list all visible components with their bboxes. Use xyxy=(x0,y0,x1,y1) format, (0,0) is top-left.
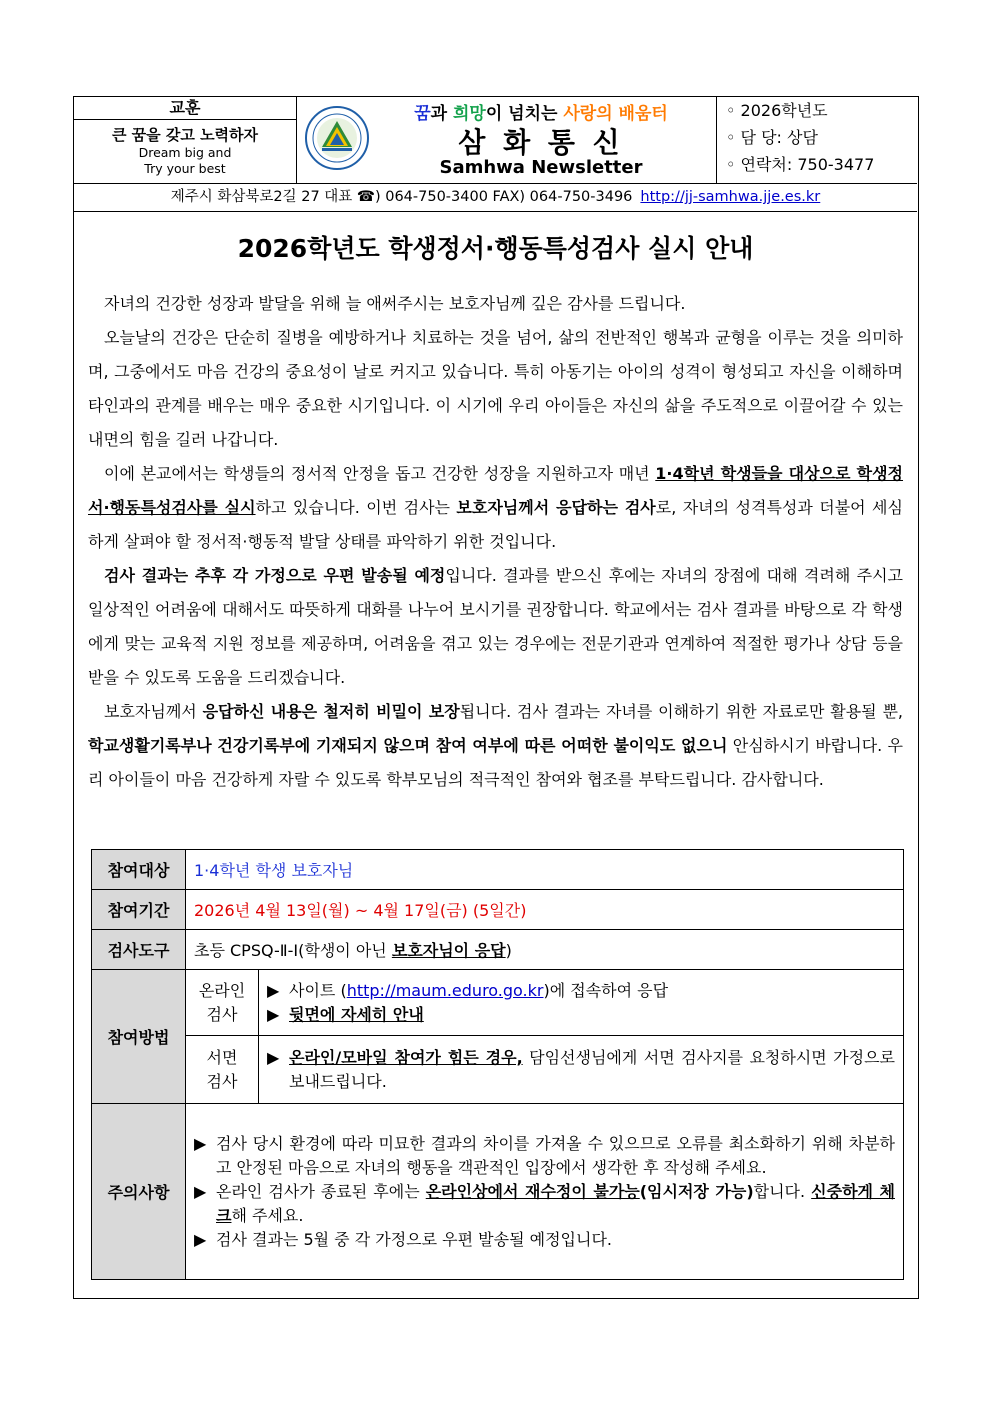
paragraph: 오늘날의 건강은 단순히 질병을 예방하거나 치료하는 것을 넘어, 삶의 전반적인 행복과 균형을 이루는 것을 의미하며, 그중에서도 마음 건강의 중요성이 날로 커지고 있습니다. 특히 아동기는 아이의 성격이 형성되고 자신을 이해하며 타인과의 관계를 배우는 매우 중요한 시기입니다. 이 시기에 우리 아이들은 자신의 삶을 주도적으로 이끌어갈 수 있는 내면의 힘을 길러 나갑니다. xyxy=(88,328,903,449)
address-bar xyxy=(74,183,917,212)
text-run: 해 주세요. xyxy=(231,1205,304,1225)
label-line: 서면 xyxy=(206,1047,238,1067)
text-run: 사이트 ( xyxy=(289,980,347,1000)
slogan-part: 사랑의 배움터 xyxy=(563,104,668,124)
school-motto xyxy=(74,97,297,183)
motto-korean: 큰 꿈을 갖고 노력하자 xyxy=(111,126,259,144)
motto-english-1: Dream big and xyxy=(138,145,232,160)
slogan-part: 과 xyxy=(430,104,453,124)
bullet-icon: ▶ xyxy=(194,1229,207,1249)
school-logo-icon xyxy=(304,105,370,171)
list-item xyxy=(194,1132,895,1180)
list-item xyxy=(267,979,895,1003)
emphasis: 온라인상에서 재수정이 불가능 xyxy=(425,1181,640,1201)
bullet-icon: ▶ xyxy=(267,980,280,1000)
tool-value xyxy=(186,930,904,970)
table-row xyxy=(92,1104,904,1280)
newsletter-frame xyxy=(73,96,919,1299)
table-row xyxy=(92,930,904,970)
text-run: 됩니다. 검사 결과는 자녀를 이해하기 위한 자료로만 활용될 뿐, xyxy=(459,702,903,721)
label-line: 검사 xyxy=(206,1004,238,1024)
paragraph xyxy=(88,457,903,559)
bullet-icon: ▶ xyxy=(194,1181,207,1201)
bullet-icon: ▶ xyxy=(267,1047,280,1067)
emphasis: 1·4학년 학생들을 대상으로 학생정서·행동특성검사를 실시 xyxy=(88,464,904,517)
survey-info-table xyxy=(91,849,904,1280)
paragraph: 자녀의 건강한 성장과 발달을 위해 늘 애써주시는 보호자님께 깊은 감사를 드립니다. xyxy=(104,294,686,313)
tool-label: 검사도구 xyxy=(92,930,186,970)
motto-title: 교훈 xyxy=(74,97,296,120)
newsletter-info xyxy=(724,97,914,178)
school-website-link[interactable]: http://jj-samhwa.jje.es.kr xyxy=(640,189,821,205)
text-run: 이에 본교에서는 학생들의 정서적 안정을 돕고 건강한 성장을 지원하고자 매년 xyxy=(104,464,656,483)
slogan-part: 희망 xyxy=(452,104,486,124)
list-item xyxy=(194,1180,895,1228)
online-method xyxy=(259,970,904,1036)
emphasis: 뒷면에 자세히 안내 xyxy=(289,1004,424,1024)
text-run: 보호자님께서 xyxy=(104,702,203,721)
text-run: 안심하시기 바랍니다. 우리 아이들이 마음 건강하게 자랄 수 있도록 학부모님의 적극적인 참여와 협조를 부탁드립니다. 감사합니다. xyxy=(88,736,903,789)
emphasis: 검사 결과는 추후 각 가정으로 우편 발송될 예정 xyxy=(104,566,446,585)
label-line: 검사 xyxy=(206,1071,238,1091)
paper-method xyxy=(259,1036,904,1104)
emphasis: 보호자님께서 응답하는 검사 xyxy=(456,498,656,517)
method-label: 참여방법 xyxy=(92,970,186,1104)
info-department: ◦ 담 당: 상담 xyxy=(726,128,818,147)
online-label xyxy=(186,970,259,1036)
motto-english-2: Try your best xyxy=(144,161,226,176)
newsletter-title-english: Samhwa Newsletter xyxy=(439,157,643,178)
list-item xyxy=(267,1003,895,1027)
target-label: 참여대상 xyxy=(92,850,186,890)
info-contact: ◦ 연락처: 750-3477 xyxy=(726,155,875,174)
emphasis: 신중하게 체크 xyxy=(216,1181,895,1225)
text-run: 합니다. xyxy=(753,1181,812,1201)
paper-label xyxy=(186,1036,259,1104)
emphasis: 학교생활기록부나 건강기록부에 기재되지 않으며 참여 여부에 따른 어떠한 불이익도 없으니 xyxy=(88,736,728,755)
emphasis: (임시저장 가능) xyxy=(639,1181,754,1201)
newsletter-masthead xyxy=(296,97,717,183)
paragraph xyxy=(88,559,903,695)
table-row xyxy=(92,1036,904,1104)
newsletter-title: 삼 화 통 신 xyxy=(458,126,624,159)
table-row xyxy=(92,890,904,930)
text-run: 로, 자녀의 성격특성과 더불어 세심하게 살펴야 할 정서적·행동적 발달 상태를 파악하기 위한 것입니다. xyxy=(88,498,903,551)
period-value: 2026년 4월 13일(월) ~ 4월 17일(금) (5일간) xyxy=(186,890,904,930)
list-item xyxy=(267,1046,895,1094)
text-run: 초등 CPSQ-Ⅱ-Ⅰ(학생이 아닌 xyxy=(194,941,392,960)
note-text: 검사 당시 환경에 따라 미묘한 결과의 차이를 가져올 수 있으므로 오류를 최소화하기 위해 차분하고 안정된 마음으로 자녀의 행동을 객관적인 입장에서 생각한 후 작성해 주세요. xyxy=(216,1133,895,1177)
letter-body xyxy=(88,287,903,797)
document-title: 2026학년도 학생정서·행동특성검사 실시 안내 xyxy=(237,234,754,263)
note-text: 검사 결과는 5월 중 각 가정으로 우편 발송될 예정입니다. xyxy=(216,1229,612,1249)
text-run: 온라인 검사가 종료된 후에는 xyxy=(216,1181,426,1201)
bullet-icon: ▶ xyxy=(267,1004,280,1024)
address-text: 제주시 화삼북로2길 27 대표 ☎) 064-750-3400 FAX) 064-750-3496 xyxy=(170,189,633,205)
slogan-part: 이 넘치는 xyxy=(485,104,564,124)
table-row xyxy=(92,970,904,1036)
paragraph xyxy=(88,695,903,797)
emphasis: 온라인/모바일 참여가 힘든 경우, xyxy=(289,1047,523,1067)
bullet-icon: ▶ xyxy=(194,1133,207,1153)
text-run: 하고 있습니다. 이번 검사는 xyxy=(255,498,457,517)
notes-label: 주의사항 xyxy=(92,1104,186,1280)
text-run: )에 접속하여 응답 xyxy=(543,980,669,1000)
text-run: 담임선생님에게 서면 검사지를 요청하시면 가정으로 보내드립니다. xyxy=(289,1047,896,1091)
survey-site-link[interactable]: http://maum.eduro.go.kr xyxy=(346,980,544,1000)
emphasis: 응답하신 내용은 철저히 비밀이 보장 xyxy=(202,702,460,721)
slogan-part: 꿈 xyxy=(414,104,431,124)
label-line: 온라인 xyxy=(198,980,246,1000)
table-row xyxy=(92,850,904,890)
header xyxy=(74,97,917,184)
text-run: 입니다. 결과를 받으신 후에는 자녀의 장점에 대해 격려해 주시고 일상적인 어려움에 대해서도 따뜻하게 대화를 나누어 보시기를 권장합니다. 학교에서는 검사 결과를 바탕으로 각 학생에게 맞는 교육적 지원 정보를 제공하며, 어려움을 겪고 있는 경우에는 전문기관과 연계하여 적절한 평가나 상담 등을 받을 수 있도록 도움을 드리겠습니다. xyxy=(88,566,903,687)
notes-content xyxy=(186,1104,904,1280)
emphasis: 보호자님이 응답 xyxy=(391,941,506,960)
target-value: 1·4학년 학생 보호자님 xyxy=(186,850,904,890)
period-label: 참여기간 xyxy=(92,890,186,930)
text-run: ) xyxy=(505,941,512,960)
info-year: ◦ 2026학년도 xyxy=(726,101,828,120)
list-item xyxy=(194,1228,895,1252)
